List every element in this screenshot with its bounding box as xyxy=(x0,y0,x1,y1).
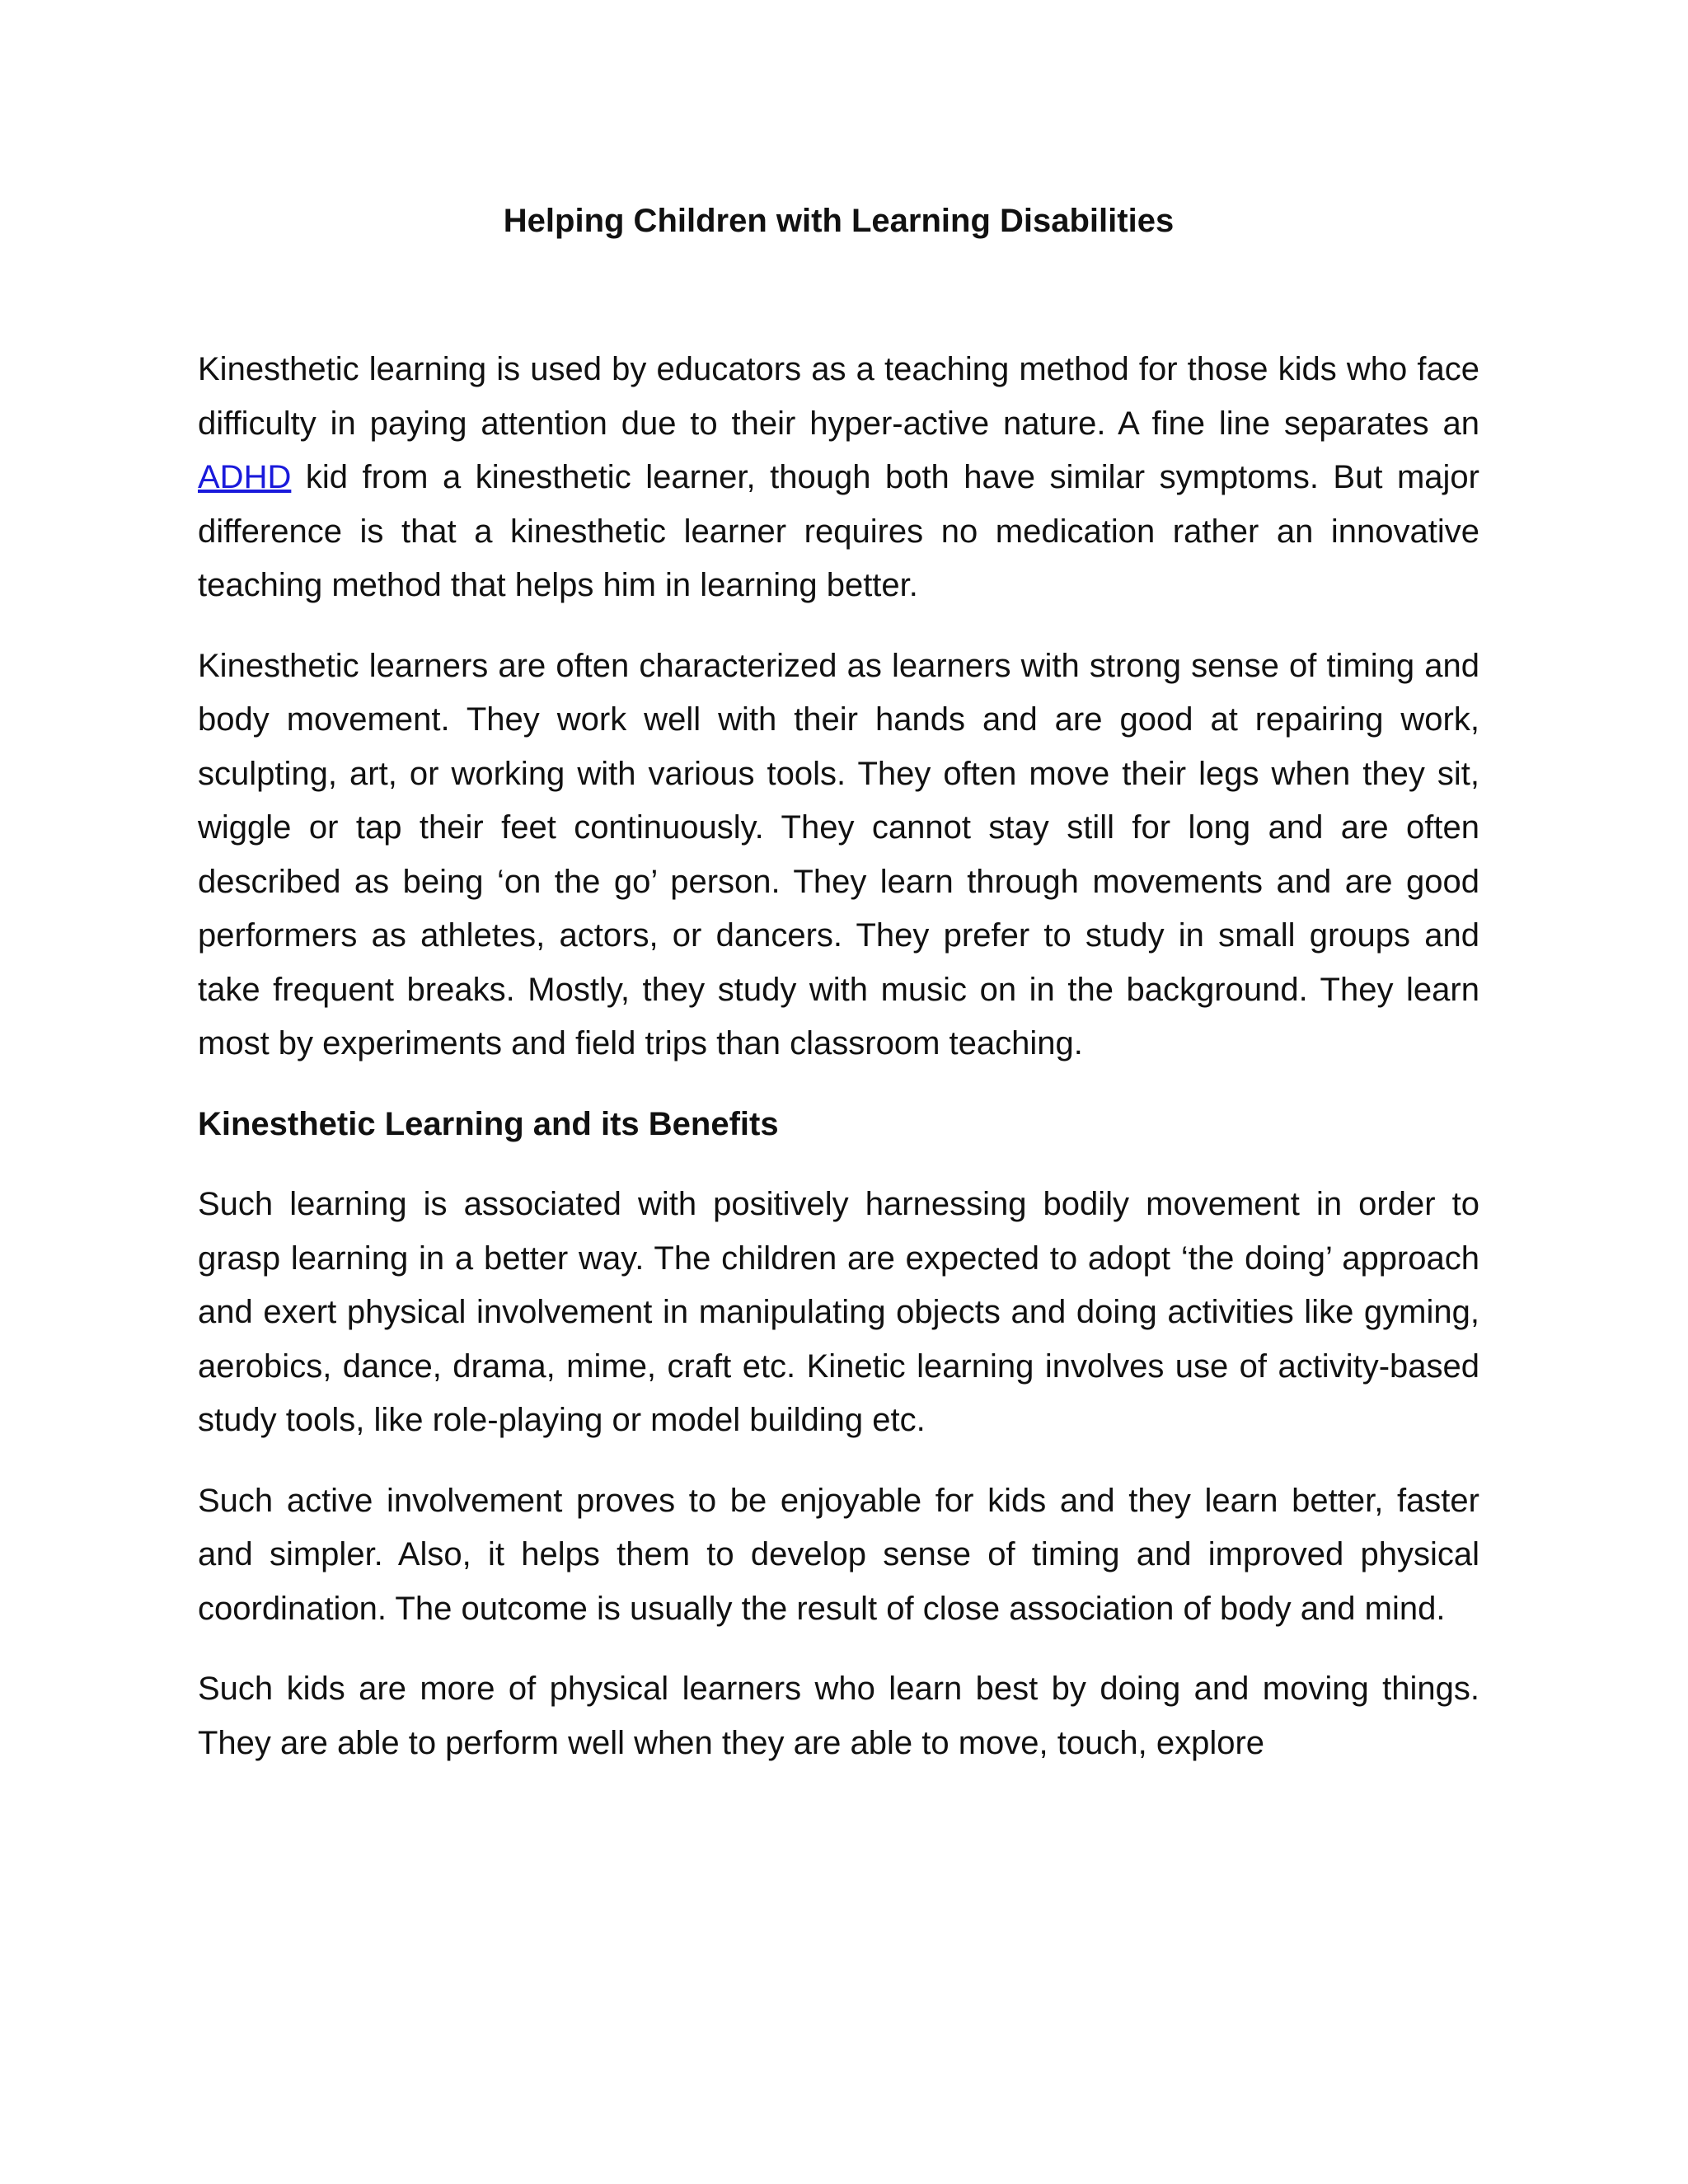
paragraph-intro-text-before: Kinesthetic learning is used by educators as a teaching method for those kids who face difficulty in paying attention due to their hyper-active nature. A fine line separates an xyxy=(198,351,1479,442)
paragraph-intro xyxy=(198,343,1479,613)
paragraph-physical-learners: Such kids are more of physical learners who learn best by doing and moving things. They are able to perform well when they are able to move, touch, explore xyxy=(198,1671,1479,1761)
adhd-link[interactable]: ADHD xyxy=(198,459,292,495)
paragraph-benefits-enjoyment: Such active involvement proves to be enjoyable for kids and they learn better, faster and simpler. Also, it helps them to develop sense of timing and improved physical coordination. The outcome is usually the result of close association of body and mind. xyxy=(198,1482,1479,1627)
document-body xyxy=(198,194,1479,1797)
document-title: Helping Children with Learning Disabilities xyxy=(503,203,1175,239)
paragraph-benefits-definition: Such learning is associated with positively harnessing bodily movement in order to grasp learning in a better way. The children are expected to adopt ‘the doing’ approach and exert physical involvement in manipulating objects and doing activities like gyming, aerobics, dance, drama, mime, craft etc. Kinetic learning involves use of activity-based study tools, like role-playing or model building etc. xyxy=(198,1186,1479,1438)
section-heading-benefits: Kinesthetic Learning and its Benefits xyxy=(198,1105,779,1142)
paragraph-characteristics: Kinesthetic learners are often characterized as learners with strong sense of timing and body movement. They work well with their hands and are good at repairing work, sculpting, art, or working with various tools. They often move their legs when they sit, wiggle or tap their feet continuously. They cannot stay still for long and are often described as being ‘on the go’ person. They learn through movements and are good performers as athletes, actors, or dancers. They prefer to study in small groups and take frequent breaks. Mostly, they study with music on in the background. They learn most by experiments and field trips than classroom teaching. xyxy=(198,647,1479,1062)
paragraph-intro-text-after: kid from a kinesthetic learner, though both have similar symptoms. But major difference is that a kinesthetic learner requires no medication rather an innovative teaching method that helps him in learning better. xyxy=(198,459,1479,603)
